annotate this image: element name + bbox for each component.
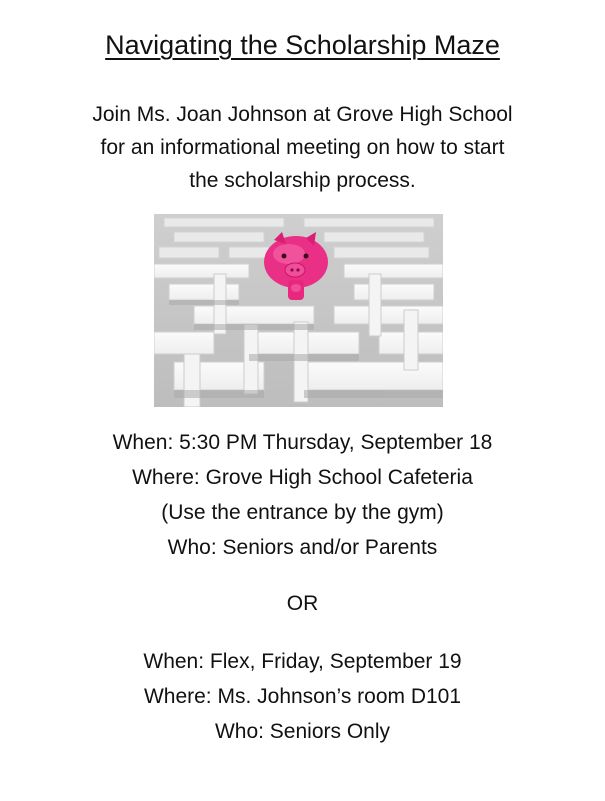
intro-line: the scholarship process. bbox=[189, 169, 416, 192]
event-1-who: Who: Seniors and/or Parents bbox=[167, 536, 438, 559]
event-1-details bbox=[0, 425, 605, 565]
or-separator: OR bbox=[286, 592, 319, 615]
event-1-when: When: 5:30 PM Thursday, September 18 bbox=[112, 431, 493, 454]
intro-line: Join Ms. Joan Johnson at Grove High School bbox=[92, 103, 513, 126]
flyer-title: Navigating the Scholarship Maze bbox=[105, 30, 500, 60]
intro-paragraph bbox=[20, 98, 585, 197]
event-2-details bbox=[0, 644, 605, 749]
event-1-where: Where: Grove High School Cafeteria bbox=[132, 466, 473, 489]
event-2-when: When: Flex, Friday, September 19 bbox=[143, 650, 462, 673]
intro-line: for an informational meeting on how to start bbox=[100, 136, 505, 159]
event-1-note: (Use the entrance by the gym) bbox=[161, 501, 444, 524]
piggy-bank-maze-image bbox=[154, 214, 443, 407]
event-2-who: Who: Seniors Only bbox=[214, 720, 391, 743]
event-2-where: Where: Ms. Johnson’s room D101 bbox=[143, 685, 462, 708]
